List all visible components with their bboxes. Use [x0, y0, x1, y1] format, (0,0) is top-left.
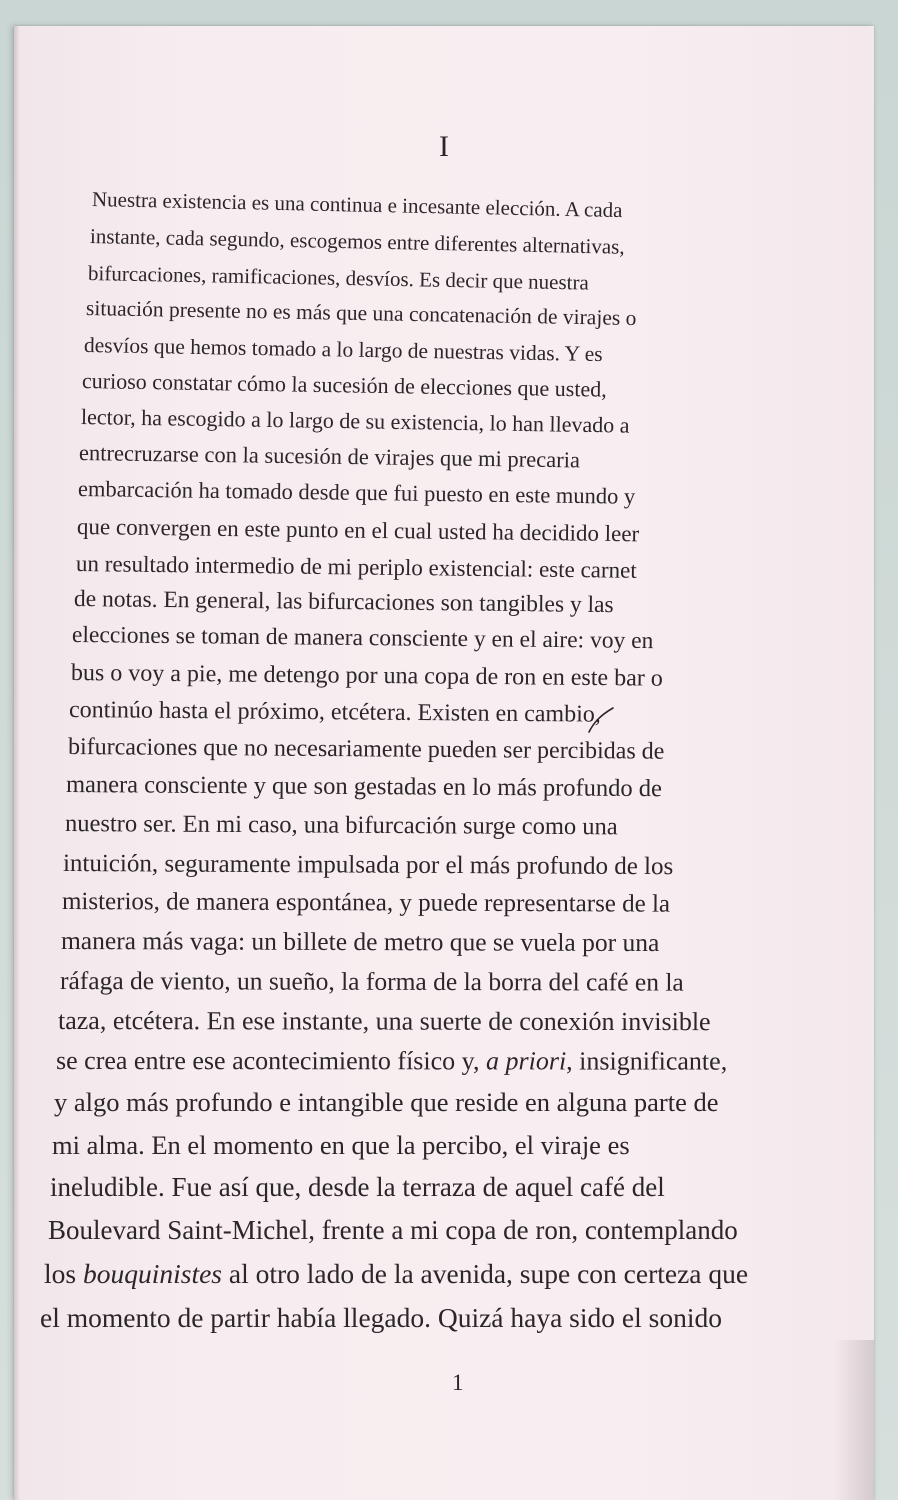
italic-a-priori: a priori [485, 1046, 567, 1076]
text-line-3: bifurcaciones, ramificaciones, desvíos. Es decir que nuestra [87, 261, 590, 295]
text-line-27: ineludible. Fue así que, desde la terraza de aquel café del [50, 1172, 665, 1202]
text-line-16: bifurcaciones que no necesariamente pueden ser percibidas de [67, 734, 665, 765]
text-line-19: intuición, seguramente impulsada por el más profundo de los [62, 850, 674, 881]
text-line-9: embarcación ha tomado desde que fui puesto en este mundo y [77, 476, 636, 509]
text-line-5: desvíos que hemos tomado a lo largo de nuestras vidas. Y es [83, 333, 603, 367]
text-line-26: mi alma. En el momento en que la percibo, el viraje es [52, 1130, 630, 1160]
text-line-21: manera más vaga: un billete de metro que se vuela por una [60, 926, 660, 958]
text-line-10: que convergen en este punto en el cual usted ha decidido leer [76, 514, 640, 547]
text-line-15: continúo hasta el próximo, etcétera. Existen en cambio, [68, 697, 601, 728]
text-line-8: entrecruzarse con la sucesión de virajes que mi precaria [78, 440, 581, 473]
text-line-29-head: los [44, 1258, 83, 1289]
chapter-heading: I [439, 130, 449, 163]
text-line-29 [44, 1260, 748, 1288]
text-line-22: ráfaga de viento, un sueño, la forma de la borra del café en la [59, 966, 684, 997]
text-line-11: un resultado intermedio de mi periplo existencial: este carnet [75, 551, 637, 583]
text-line-24-head: se crea entre ese acontecimiento físico y, [55, 1046, 487, 1076]
text-line-6: curioso constatar cómo la sucesión de elecciones que usted, [81, 368, 607, 402]
text-line-30: el momento de partir había llegado. Quizá haya sido el sonido [40, 1302, 722, 1333]
text-line-2: instante, cada segundo, escogemos entre diferentes alternativas, [89, 224, 625, 259]
page-corner-shadow [834, 1340, 874, 1500]
text-line-13: elecciones se toman de manera consciente y en el aire: voy en [71, 622, 654, 655]
page-number: 1 [452, 1370, 464, 1395]
text-line-29-tail: al otro lado de la avenida, supe con certeza que [222, 1258, 749, 1289]
italic-bouquinistes: bouquinistes [82, 1258, 222, 1289]
text-line-20: misterios, de manera espontánea, y puede representarse de la [61, 888, 671, 918]
text-line-25: y algo más profundo e intangible que reside en alguna parte de [54, 1087, 719, 1117]
pen-mark-icon [587, 706, 615, 736]
text-line-14: bus o voy a pie, me detengo por una copa de ron en este bar o [70, 660, 663, 692]
page-edge-shadow [14, 26, 20, 1500]
text-line-23: taza, etcétera. En ese instante, una suerte de conexión invisible [57, 1006, 711, 1037]
text-line-12: de notas. En general, las bifurcaciones son tangibles y las [73, 586, 614, 619]
text-line-7: lector, ha escogido a lo largo de su existencia, lo han llevado a [80, 404, 630, 438]
text-line-28: Boulevard Saint-Michel, frente a mi copa de ron, contemplando [48, 1215, 738, 1245]
text-line-18: nuestro ser. En mi caso, una bifurcación surge como una [64, 810, 618, 841]
text-line-24-tail: , insignificante, [566, 1046, 728, 1076]
text-line-24 [56, 1048, 727, 1075]
text-line-17: manera consciente y que son gestadas en lo más profundo de [65, 771, 663, 803]
text-line-1: Nuestra existencia es una continua e incesante elección. A cada [91, 187, 623, 223]
text-line-4: situación presente no es más que una concatenación de virajes o [85, 296, 637, 331]
book-page [14, 26, 874, 1500]
